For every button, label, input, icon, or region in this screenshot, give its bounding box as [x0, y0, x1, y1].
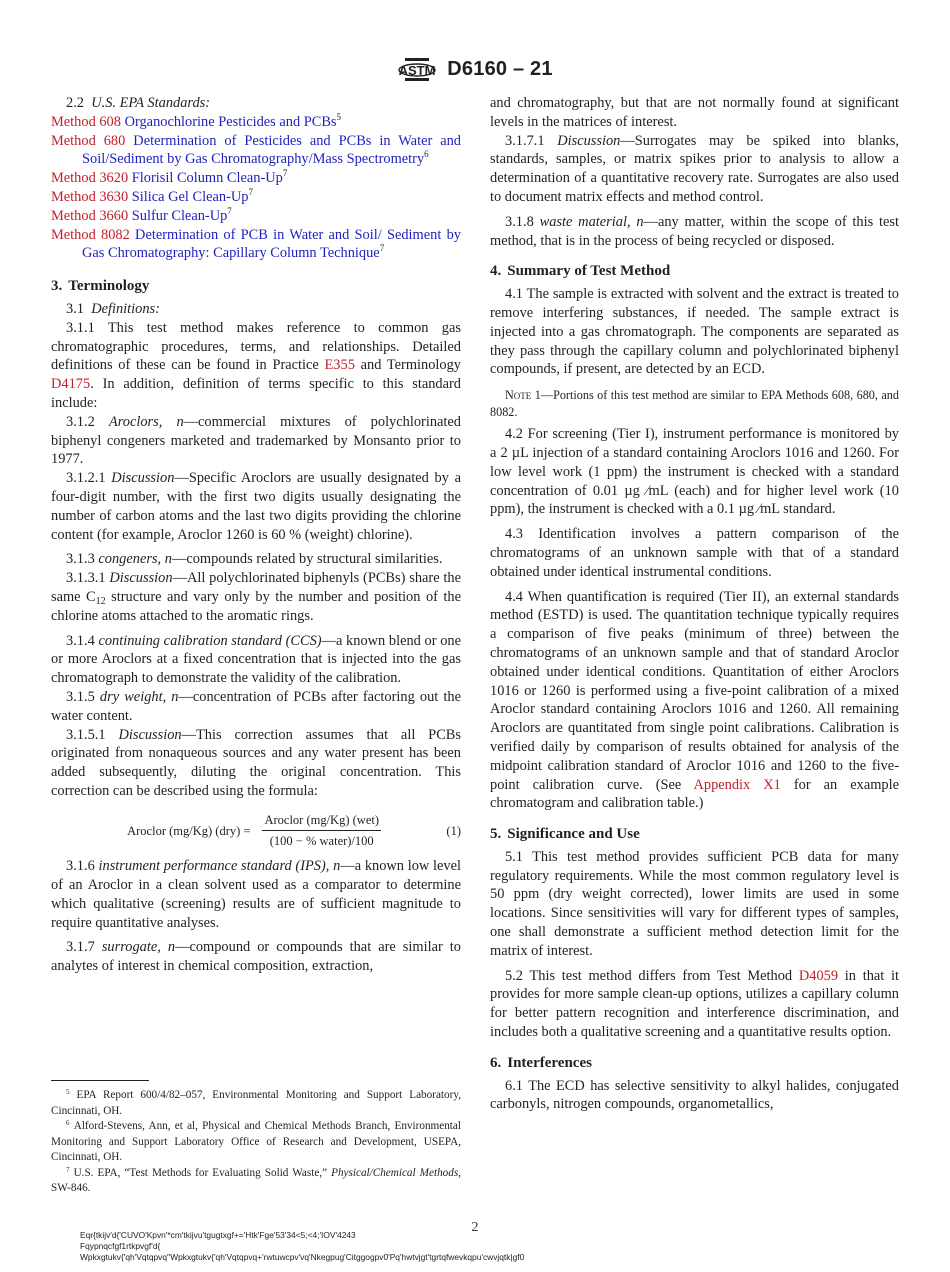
section-4-4: 4.4 When quantification is required (Tier II), an external standards method (ESTD) is used. The quantitation technique typically requires a comparison of five peaks (minimum of three) between the chromatograms of an unknown sample and that of standard Aroclor obtained under identical conditions. Quantitation of either Aroclors 1016 or 1260 is performed using a five-point calibration of a mixed Aroclor standard containing Aroclors 1016 and 1260. All remaining Aroclors are quantitated from single point calibrations. Calibration is verified daily by comparison of results obtained for analysis of the midpoint calibration standard of Aroclor 1016 and 1260 to the five-point calibration curve. (See Appendix X1 for an example chromatogram and calibration table.)	[490, 588, 899, 812]
section-3-1-3: 3.1.3 congeners, n—compounds related by structural similarities.	[66, 551, 443, 568]
method-code-link[interactable]: Method 8082	[51, 226, 130, 243]
e355-link[interactable]: E355	[324, 357, 355, 374]
method-title-link[interactable]: Determination of PCB in Water and Soil/ Sediment by Gas Chromatography: Capillary Column Technique	[82, 226, 461, 262]
equation-number: (1)	[446, 823, 461, 838]
section-3-1-2-1: 3.1.2.1 Discussion—Specific Aroclors are usually designated by a four-digit number, with the first two digits usually designating the number of carbon atoms and the last two digits providing the chlorine content (for example, Aroclor 1260 is 60 % (weight) chlorine).	[51, 470, 461, 543]
footnotes	[51, 1088, 461, 1197]
section-4-1: 4.1 The sample is extracted with solvent and the extract is treated to remove interfering substances, if needed. The sample extract is injected into a gas chromatograph. The components are separated as they pass through the capillary column and polychlorinated biphenyl compounds, if present, are detected by an ECD.	[490, 286, 899, 378]
equation-numerator: Aroclor (mg/Kg) (wet)	[262, 811, 381, 832]
section-3-1-1: 3.1.1 This test method makes reference to common gas chromatographic procedures, terms, and relationships. Detailed definitions of these can be found in Practice E355 and Terminology D4175. In addition, definition of terms specific to this standard include:	[51, 319, 461, 411]
section-3-1-4: 3.1.4 continuing calibration standard (CCS)—a known blend or one or more Aroclors at a fixed concentration that is injected into the gas chromatograph to demonstrate the validity of the calibration.	[51, 632, 461, 687]
page-header	[0, 54, 950, 84]
footnote-ref[interactable]: 6	[424, 149, 429, 160]
section-3-1-5: 3.1.5 dry weight, n—concentration of PCBs after factoring out the water content.	[51, 688, 461, 724]
section-3-1: 3.1 Definitions:	[66, 300, 160, 317]
method-title-link[interactable]: Organochlorine Pesticides and PCBs	[124, 113, 337, 130]
method-608-ref[interactable]	[51, 113, 461, 132]
method-680-ref[interactable]	[51, 132, 461, 170]
section-3-1-2: 3.1.2 Aroclors, n—commercial mixtures of polychlorinated biphenyl congeners marketed and trademarked by Monsanto prior to 1977.	[51, 413, 461, 468]
footnote-ref[interactable]: 7	[282, 168, 288, 179]
d4059-link[interactable]: D4059	[798, 967, 839, 984]
section-3-1-6: 3.1.6 instrument performance standard (IPS), n—a known low level of an Aroclor in a clean solvent used as a comparator to determine which qualitative (screening) results are of sufficient magnitude to require quantitative analyses.	[51, 858, 461, 931]
method-8082-ref[interactable]	[51, 226, 461, 264]
equation-1	[51, 811, 461, 852]
section-2-2: 2.2 U.S. EPA Standards:	[66, 95, 211, 111]
section-3-1-7: 3.1.7 surrogate, n—compound or compounds that are similar to analytes of interest in chemical composition, extraction,	[51, 939, 461, 975]
left-column	[51, 94, 461, 976]
right-column	[490, 94, 899, 1114]
section-4-2: 4.2 For screening (Tier I), instrument performance is monitored by a 2 µL injection of a standard containing Aroclors 1016 and 1260. For low level work (1 ppm) the instrument is checked with a standard concentration of 0.01 µg ⁄mL (each) and for higher level work (10 ppm), the instrument is checked with a 0.1 µg ⁄mL standard.	[490, 426, 899, 518]
method-code-link[interactable]: Method 3630	[51, 188, 129, 205]
appendix-x1-link[interactable]: Appendix X1	[693, 776, 781, 793]
section-3-1-3-1: 3.1.3.1 Discussion—All polychlorinated biphenyls (PCBs) share the same $C_{12}$ structure and vary only by the number and position of the chlorine atoms attached to the aromatic rings.	[51, 570, 462, 624]
section-heading-interferences: 6. Interferences	[490, 1054, 592, 1071]
svg-text:ASTM: ASTM	[398, 63, 436, 78]
footnote-ref[interactable]: 7	[248, 186, 253, 197]
footnote-ref[interactable]: 5	[336, 111, 342, 122]
section-3-1-7-continued: and chromatography, but that are not normally found at significant levels in the matrices of interest.	[490, 95, 899, 130]
equation-denominator: (100 − % water)/100	[269, 834, 374, 849]
section-heading-significance: 5. Significance and Use	[490, 826, 640, 843]
method-code-link[interactable]: Method 680	[51, 132, 126, 149]
d4175-link[interactable]: D4175	[51, 376, 91, 393]
method-3660-ref[interactable]	[51, 207, 461, 226]
footnote-ref[interactable]: 7	[227, 205, 232, 216]
section-heading-terminology: 3. Terminology	[51, 278, 150, 295]
page-number: 2	[471, 1220, 479, 1235]
standard-designation: D6160 – 21	[447, 57, 553, 80]
license-watermark	[80, 1230, 524, 1263]
section-6-1: 6.1 The ECD has selective sensitivity to alkyl halides, conjugated carbonyls, nitrogen compounds, organometallics,	[490, 1077, 899, 1113]
astm-logo-icon	[397, 54, 437, 84]
section-3-1-5-1: 3.1.5.1 Discussion—This correction assumes that all PCBs originated from nonaqueous sources and any water present has been added subsequently, diluting the original concentration. This correction can be described using the formula:	[51, 726, 461, 799]
section-5-2: 5.2 This test method differs from Test Method D4059 in that it provides for more sample clean-up options, utilizes a capillary column for better pattern recognition and interference discrimination, and includes both a qualitative screening and a quantitative results option.	[490, 967, 900, 1041]
footnote-5: $^5$ EPA Report 600/4/82–057, Environmental Monitoring and Support Laboratory, Cincinnati, OH.	[51, 1088, 461, 1117]
section-3-1-8: 3.1.8 waste material, n—any matter, within the scope of this test method, that is in the process of being recycled or disposed.	[490, 213, 899, 249]
note-1: Note 1—Portions of this test method are similar to EPA Methods 608, 680, and 8082.	[490, 388, 899, 420]
equation-fraction	[262, 811, 381, 852]
method-title-link[interactable]: Sulfur Clean-Up	[131, 207, 228, 224]
footnote-ref[interactable]: 7	[379, 243, 385, 254]
footnote-7: $^7$ U.S. EPA, “Test Methods for Evaluating Solid Waste,” Physical/Chemical Methods, SW-846.	[51, 1165, 462, 1194]
section-4-3: 4.3 Identification involves a pattern comparison of the chromatograms of an unknown sample with that of a standard obtained under identical instrumental conditions.	[490, 526, 899, 580]
method-3620-ref[interactable]	[51, 169, 461, 188]
method-3630-ref[interactable]	[51, 188, 461, 207]
license-line: Fqypnqcfgf1rtkpvgf'd{	[80, 1241, 161, 1251]
method-code-link[interactable]: Method 3620	[51, 170, 129, 187]
equation-lhs: Aroclor (mg/Kg) (dry) =	[127, 823, 251, 838]
section-heading-summary: 4. Summary of Test Method	[490, 263, 671, 280]
method-title-link[interactable]: Determination of Pesticides and PCBs in Water and Soil/Sediment by Gas Chromatography/Mass Spectrometry	[82, 132, 461, 168]
footnote-divider	[51, 1080, 149, 1081]
license-line: Wpkxgtukv{'qh'Vqtqpvq''Wpkxgtukv{'qh'Vqtqpvq+'rwtuwcpv'vq'Nkegpug'Citggogpv0'Pq'hwtvjgt'tgrtqfwevkqpu'cwvjqtk|gf0	[80, 1252, 525, 1262]
method-title-link[interactable]: Silica Gel Clean-Up	[131, 188, 249, 205]
section-5-1: 5.1 This test method provides sufficient PCB data for many regulatory requirements. While the most common regulatory level is 50 ppm (dry weight corrected), lower limits are used in some locations. Since sensitivities will vary for different types of samples, one shall demonstrate a sufficient method detection limit for the matrix of interest.	[490, 848, 900, 959]
method-code-link[interactable]: Method 3660	[51, 207, 129, 224]
section-3-1-7-1: 3.1.7.1 Discussion—Surrogates may be spiked into blanks, standards, samples, or matrix spikes prior to analysis to allow a determination of a quantitative recovery rate. Surrogates are also used to document matrix effects and method control.	[490, 132, 899, 205]
method-title-link[interactable]: Florisil Column Clean-Up	[131, 170, 283, 187]
method-code-link[interactable]: Method 608	[51, 113, 121, 130]
license-line: Eqr{tkijv'd{'CUVO'Kpvn'*cm'tkijvu'tgugtxgf+='Htk'Fge'53'34<5;<4;'IOV'4243	[80, 1230, 356, 1240]
footnote-6: $^6$ Alford-Stevens, Ann, et al, Physical and Chemical Methods Branch, Environmental Monitoring and Support Laboratory Office of Research and Development, USEPA, Cincinnati, OH.	[51, 1119, 461, 1163]
